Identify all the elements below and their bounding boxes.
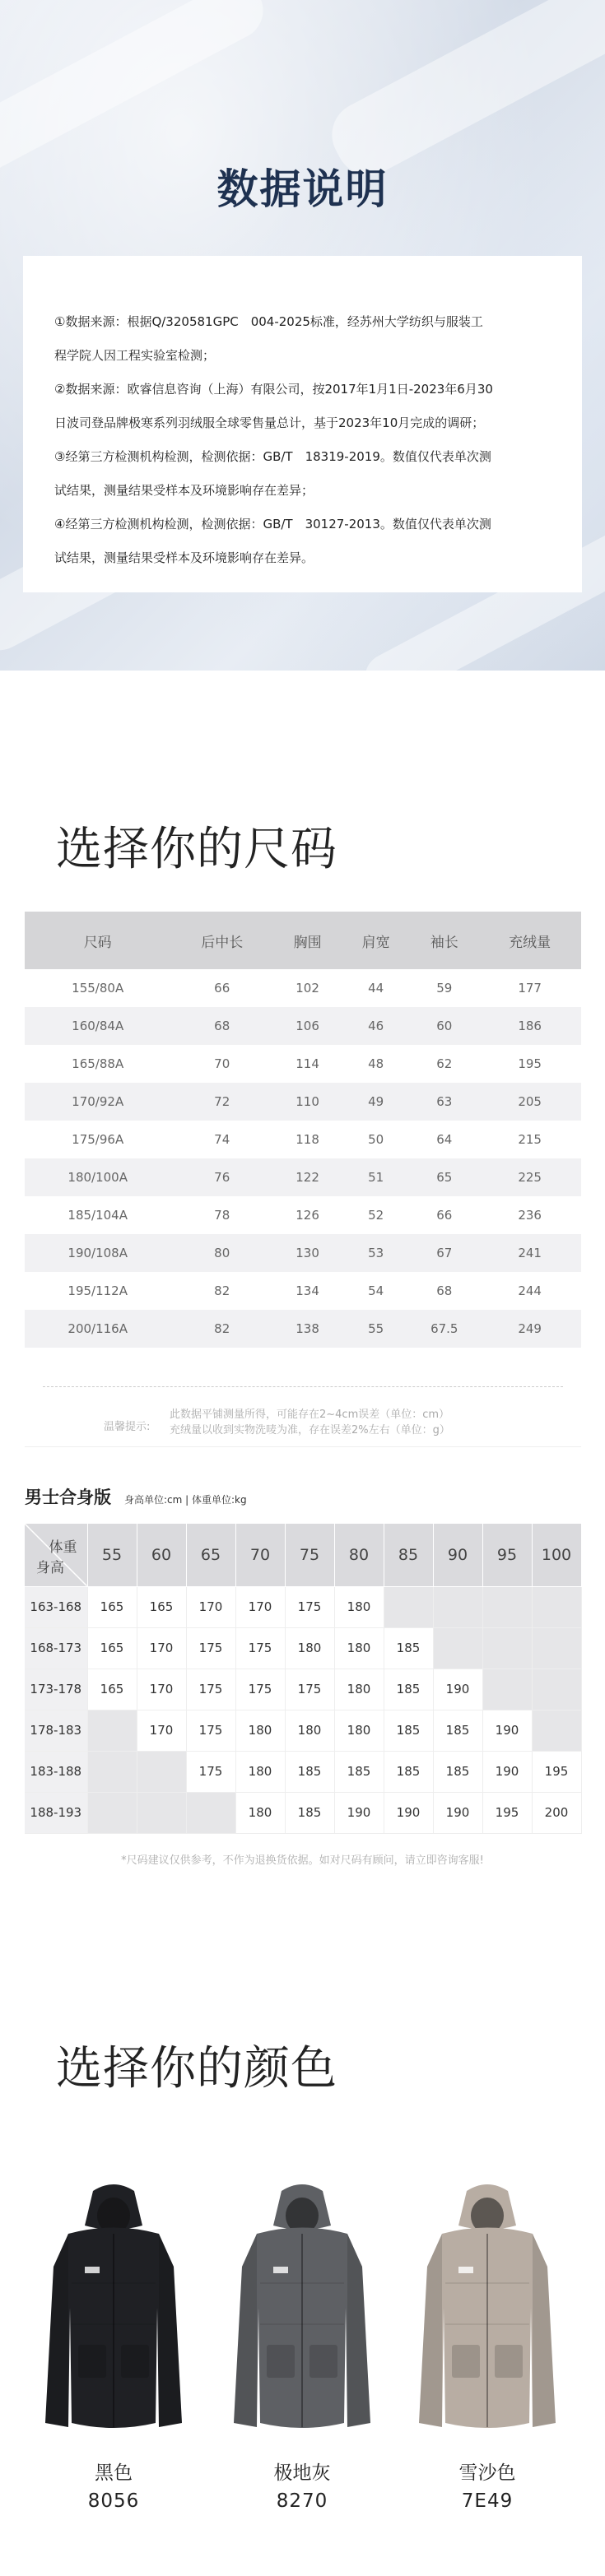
fit-cell: 190 bbox=[334, 1792, 384, 1833]
size-col-header: 胸围 bbox=[273, 912, 342, 969]
fit-cell bbox=[384, 1586, 433, 1627]
fit-cell: 170 bbox=[137, 1710, 186, 1751]
size-cell: 63 bbox=[410, 1083, 478, 1121]
size-cell: 59 bbox=[436, 981, 453, 996]
size-cell: 64 bbox=[436, 1132, 453, 1147]
note-line: 日波司登品牌极寒系列羽绒服全球零售量总计，基于2023年10月完成的调研； bbox=[54, 415, 485, 430]
size-cell: 134 bbox=[296, 1283, 319, 1298]
size-col-header: 后中长 bbox=[170, 912, 273, 969]
fit-cell: 165 bbox=[87, 1586, 137, 1627]
size-cell: 177 bbox=[518, 981, 542, 996]
size-col-header: 尺码 bbox=[25, 912, 170, 969]
size-cell: 249 bbox=[478, 1310, 581, 1348]
fit-table-corner bbox=[25, 1524, 87, 1586]
fit-cell: 175 bbox=[285, 1586, 334, 1627]
size-cell: 126 bbox=[296, 1208, 319, 1223]
note-line: 试结果，测量结果受样本及环境影响存在差异； bbox=[54, 483, 314, 498]
jacket-icon bbox=[224, 2176, 380, 2439]
color-section-title: 选择你的颜色 bbox=[56, 2042, 337, 2096]
weight-header: 85 bbox=[384, 1524, 433, 1586]
tip-line: 充绒量以收到实物洗唛为准，存在误差2%左右（单位：g） bbox=[170, 1424, 450, 1437]
fit-cell: 190 bbox=[433, 1669, 482, 1710]
height-range: 188-193 bbox=[25, 1792, 87, 1833]
fit-cell: 175 bbox=[285, 1669, 334, 1710]
weight-header: 90 bbox=[433, 1524, 482, 1586]
fit-cell: 180 bbox=[285, 1627, 334, 1669]
jacket-image[interactable] bbox=[35, 2176, 192, 2439]
fit-chart-title: 男士合身版 bbox=[25, 1488, 111, 1507]
note-line: ①数据来源：根据Q/320581GPC 004-2025标准，经苏州大学纺织与服装工 bbox=[54, 314, 483, 329]
size-cell: 82 bbox=[170, 1310, 273, 1348]
color-name: 雪沙色 bbox=[458, 2462, 516, 2484]
fit-cell: 165 bbox=[87, 1627, 137, 1669]
size-cell: 114 bbox=[296, 1056, 319, 1071]
weight-header: 80 bbox=[334, 1524, 384, 1586]
dashed-divider bbox=[43, 1386, 563, 1387]
size-cell: 80 bbox=[170, 1234, 273, 1272]
color-code: 8270 bbox=[276, 2490, 328, 2512]
size-cell: 48 bbox=[368, 1056, 384, 1071]
size-cell: 175/96A bbox=[72, 1132, 124, 1147]
fit-cell: 185 bbox=[384, 1751, 433, 1792]
fit-cell bbox=[137, 1751, 186, 1792]
fit-cell bbox=[137, 1792, 186, 1833]
fit-row bbox=[25, 1669, 581, 1710]
height-range: 163-168 bbox=[25, 1586, 87, 1627]
size-cell: 50 bbox=[368, 1132, 384, 1147]
size-row bbox=[25, 1272, 581, 1310]
jacket-image[interactable] bbox=[409, 2176, 565, 2439]
fit-cell: 180 bbox=[334, 1710, 384, 1751]
note-line: ③经第三方检测机构检测，检测依据：GB/T 18319-2019。数值仅代表单次测 bbox=[54, 449, 491, 464]
weight-header: 55 bbox=[87, 1524, 137, 1586]
size-cell: 236 bbox=[518, 1208, 542, 1223]
fit-cell bbox=[482, 1669, 532, 1710]
fit-cell: 180 bbox=[285, 1710, 334, 1751]
fit-cell bbox=[482, 1627, 532, 1669]
weight-header: 70 bbox=[235, 1524, 285, 1586]
fit-cell: 180 bbox=[235, 1792, 285, 1833]
fit-cell: 170 bbox=[235, 1586, 285, 1627]
weight-header: 100 bbox=[532, 1524, 581, 1586]
size-cell: 82 bbox=[214, 1283, 230, 1298]
fit-cell: 185 bbox=[384, 1710, 433, 1751]
size-row bbox=[25, 1196, 581, 1234]
fit-cell bbox=[532, 1627, 581, 1669]
note-line: 程学院人因工程实验室检测； bbox=[54, 348, 216, 363]
color-code: 8056 bbox=[87, 2490, 140, 2512]
weight-header: 95 bbox=[482, 1524, 532, 1586]
fit-cell bbox=[433, 1627, 482, 1669]
data-note-title: 数据说明 bbox=[216, 165, 389, 213]
size-cell: 185/104A bbox=[67, 1208, 128, 1223]
jacket-image[interactable] bbox=[224, 2176, 380, 2439]
fit-cell: 175 bbox=[186, 1627, 235, 1669]
size-cell: 155/80A bbox=[72, 981, 124, 996]
weight-header: 60 bbox=[137, 1524, 186, 1586]
size-cell: 200/116A bbox=[25, 1310, 170, 1348]
size-cell: 68 bbox=[170, 1007, 273, 1045]
jacket-icon bbox=[409, 2176, 565, 2439]
weight-axis-label: 体重 bbox=[49, 1539, 77, 1556]
size-cell: 106 bbox=[273, 1007, 342, 1045]
size-table bbox=[25, 912, 581, 1348]
size-cell: 110 bbox=[273, 1083, 342, 1121]
size-cell: 49 bbox=[342, 1083, 410, 1121]
size-cell: 66 bbox=[214, 981, 230, 996]
color-code: 7E49 bbox=[461, 2490, 514, 2512]
size-cell: 66 bbox=[436, 1208, 453, 1223]
size-cell: 225 bbox=[478, 1158, 581, 1196]
height-axis-label: 身高 bbox=[36, 1559, 64, 1576]
size-cell: 62 bbox=[436, 1056, 453, 1071]
fit-cell: 175 bbox=[186, 1751, 235, 1792]
fit-chart-header bbox=[25, 1484, 247, 1509]
size-cell: 215 bbox=[518, 1132, 542, 1147]
size-cell: 53 bbox=[342, 1234, 410, 1272]
fit-cell bbox=[433, 1586, 482, 1627]
fit-cell: 185 bbox=[384, 1627, 433, 1669]
size-cell: 78 bbox=[214, 1208, 230, 1223]
fit-cell: 175 bbox=[186, 1669, 235, 1710]
fit-cell: 185 bbox=[285, 1751, 334, 1792]
size-tip-box bbox=[25, 1362, 581, 1447]
size-cell: 76 bbox=[170, 1158, 273, 1196]
fit-cell: 180 bbox=[334, 1627, 384, 1669]
size-col-header: 袖长 bbox=[410, 912, 478, 969]
size-cell: 190/108A bbox=[25, 1234, 170, 1272]
size-cell: 74 bbox=[214, 1132, 230, 1147]
fit-cell: 185 bbox=[433, 1710, 482, 1751]
size-cell: 51 bbox=[342, 1158, 410, 1196]
fit-cell bbox=[482, 1586, 532, 1627]
fit-row bbox=[25, 1792, 581, 1833]
fit-cell bbox=[87, 1792, 137, 1833]
size-cell: 138 bbox=[273, 1310, 342, 1348]
fit-cell bbox=[532, 1669, 581, 1710]
fit-cell: 185 bbox=[334, 1751, 384, 1792]
tip-line: 此数据平铺测量所得，可能存在2~4cm误差（单位：cm） bbox=[170, 1409, 450, 1421]
fit-cell: 200 bbox=[532, 1792, 581, 1833]
fit-cell: 180 bbox=[235, 1710, 285, 1751]
size-row bbox=[25, 1234, 581, 1272]
size-cell: 65 bbox=[410, 1158, 478, 1196]
size-cell: 60 bbox=[410, 1007, 478, 1045]
size-col-header: 肩宽 bbox=[342, 912, 410, 969]
fit-cell bbox=[532, 1586, 581, 1627]
fit-cell: 190 bbox=[384, 1792, 433, 1833]
fit-cell bbox=[87, 1751, 137, 1792]
size-cell: 241 bbox=[478, 1234, 581, 1272]
size-cell: 186 bbox=[478, 1007, 581, 1045]
note-line: 试结果，测量结果受样本及环境影响存在差异。 bbox=[54, 550, 314, 565]
fit-cell: 180 bbox=[334, 1669, 384, 1710]
fit-cell: 165 bbox=[137, 1586, 186, 1627]
tip-text bbox=[170, 1407, 450, 1438]
fit-cell: 195 bbox=[482, 1792, 532, 1833]
fit-row bbox=[25, 1751, 581, 1792]
fit-row bbox=[25, 1627, 581, 1669]
data-note-section bbox=[0, 0, 605, 671]
size-cell: 130 bbox=[273, 1234, 342, 1272]
size-cell: 160/84A bbox=[25, 1007, 170, 1045]
size-cell: 72 bbox=[170, 1083, 273, 1121]
size-cell: 205 bbox=[478, 1083, 581, 1121]
color-name: 极地灰 bbox=[273, 2462, 331, 2484]
size-cell: 67 bbox=[410, 1234, 478, 1272]
size-cell: 122 bbox=[273, 1158, 342, 1196]
fit-cell: 180 bbox=[334, 1586, 384, 1627]
jacket-icon bbox=[35, 2176, 192, 2439]
size-cell: 102 bbox=[296, 981, 319, 996]
fit-cell: 165 bbox=[87, 1669, 137, 1710]
fit-cell bbox=[532, 1710, 581, 1751]
size-cell: 68 bbox=[436, 1283, 453, 1298]
fit-cell: 185 bbox=[433, 1751, 482, 1792]
fit-chart-units: 身高单位:cm | 体重单位:kg bbox=[124, 1494, 247, 1506]
fit-chart-table bbox=[25, 1524, 582, 1834]
note-line: ②数据来源：欧睿信息咨询（上海）有限公司，按2017年1月1日-2023年6月30 bbox=[54, 382, 493, 397]
fit-chart-note: *尺码建议仅供参考，不作为退换货依据。如对尺码有顾问，请立即咨询客服! bbox=[121, 1854, 484, 1867]
size-col-header: 充绒量 bbox=[478, 912, 581, 969]
fit-cell: 180 bbox=[235, 1751, 285, 1792]
weight-header: 65 bbox=[186, 1524, 235, 1586]
size-row bbox=[25, 1158, 581, 1196]
fit-cell: 195 bbox=[532, 1751, 581, 1792]
height-range: 173-178 bbox=[25, 1669, 87, 1710]
fit-cell: 175 bbox=[186, 1710, 235, 1751]
fit-cell bbox=[186, 1792, 235, 1833]
fit-cell: 190 bbox=[482, 1710, 532, 1751]
size-cell: 195/112A bbox=[67, 1283, 128, 1298]
size-cell: 52 bbox=[368, 1208, 384, 1223]
fit-cell: 175 bbox=[235, 1627, 285, 1669]
size-row bbox=[25, 1045, 581, 1083]
size-cell: 118 bbox=[296, 1132, 319, 1147]
fit-cell: 170 bbox=[137, 1627, 186, 1669]
size-section-title: 选择你的尺码 bbox=[56, 823, 337, 876]
size-cell: 170/92A bbox=[25, 1083, 170, 1121]
size-row bbox=[25, 969, 581, 1007]
weight-header: 75 bbox=[285, 1524, 334, 1586]
size-row bbox=[25, 1121, 581, 1158]
size-cell: 46 bbox=[342, 1007, 410, 1045]
height-range: 183-188 bbox=[25, 1751, 87, 1792]
fit-cell: 190 bbox=[433, 1792, 482, 1833]
height-range: 168-173 bbox=[25, 1627, 87, 1669]
size-row bbox=[25, 1007, 581, 1045]
size-cell: 44 bbox=[368, 981, 384, 996]
size-cell: 165/88A bbox=[72, 1056, 124, 1071]
size-cell: 180/100A bbox=[25, 1158, 170, 1196]
size-cell: 244 bbox=[518, 1283, 542, 1298]
fit-cell: 190 bbox=[482, 1751, 532, 1792]
tip-label: 温馨提示: bbox=[104, 1421, 151, 1433]
fit-cell: 170 bbox=[137, 1669, 186, 1710]
size-cell: 55 bbox=[342, 1310, 410, 1348]
size-row bbox=[25, 1083, 581, 1121]
color-name: 黑色 bbox=[95, 2462, 133, 2484]
size-cell: 70 bbox=[214, 1056, 230, 1071]
size-table-header bbox=[25, 912, 581, 969]
fit-cell: 185 bbox=[285, 1792, 334, 1833]
fit-cell: 185 bbox=[384, 1669, 433, 1710]
size-row bbox=[25, 1310, 581, 1348]
size-cell: 67.5 bbox=[410, 1310, 478, 1348]
fit-cell: 175 bbox=[235, 1669, 285, 1710]
height-range: 178-183 bbox=[25, 1710, 87, 1751]
data-note-card bbox=[23, 256, 582, 592]
fit-cell: 170 bbox=[186, 1586, 235, 1627]
fit-row bbox=[25, 1710, 581, 1751]
fit-row bbox=[25, 1586, 581, 1627]
note-line: ④经第三方检测机构检测，检测依据：GB/T 30127-2013。数值仅代表单次测 bbox=[54, 517, 491, 531]
size-cell: 54 bbox=[368, 1283, 384, 1298]
size-cell: 195 bbox=[518, 1056, 542, 1071]
fit-cell bbox=[87, 1710, 137, 1751]
